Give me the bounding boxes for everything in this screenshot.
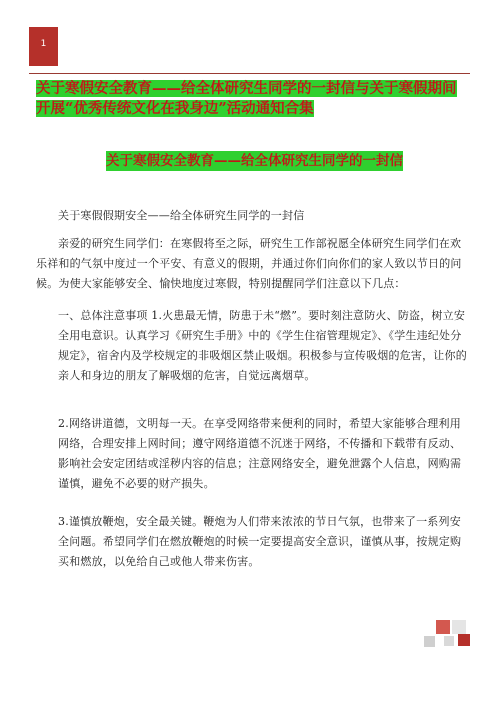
paragraph-fire-safety: 一、总体注意事项 1.火患最无情，防患于未“燃”。要时刻注意防火、防盗，树立安全用电意识。认真学习《研究生手册》中的《学生住宿管理规定》、《学生违纪处分规定》，宿舍内及学校规定的非吸烟区禁止吸烟。积极参与宣传吸烟的危害，让你的亲人和身边的朋友了解吸烟的危害，自觉远离烟草。	[58, 309, 467, 382]
paragraph-network-ethics: 2.网络讲道德，文明每一天。在享受网络带来便利的同时，希望大家能够合理利用网络，合理安排上网时间；遵守网络道德不沉迷于网络，不传播和下载带有反动、影响社会安定团结或淫秽内容的信息；注意网络安全，避免泄露个人信息，网购需谨慎，避免不必要的财产损失。	[58, 417, 462, 490]
deco-square-2	[452, 620, 466, 634]
page-number-badge	[29, 27, 58, 66]
deco-square-1	[436, 620, 450, 634]
paragraph-letter-heading: 关于寒假假期安全——给全体研究生同学的一封信	[58, 209, 305, 222]
section-title: 关于寒假安全教育——给全体研究生同学的一封信	[106, 153, 403, 169]
paragraph-firecracker-safety: 3.谨慎放鞭炮，安全最关键。鞭炮为人们带来浓浓的节日气氛，也带来了一系列安全问题。希望同学们在燃放鞭炮的时候一定要提高安全意识，谨慎从事，按规定购买和燃放，以免给自己或他人带来伤害。	[58, 515, 462, 568]
deco-square-5	[458, 634, 470, 646]
document-title-text: 关于寒假安全教育——给全体研究生同学的一封信与关于寒假期间开展“优秀传统文化在我身边”活动通知合集	[36, 80, 457, 117]
deco-square-4	[444, 636, 454, 646]
paragraph-greeting: 亲爱的研究生同学们：在寒假将至之际，研究生工作部祝愿全体研究生同学们在欢乐祥和的气氛中度过一个平安、有意义的假期，并通过你们向你们的家人致以节日的问候。为使大家能够安全、愉快地度过寒假，特别提醒同学们注意以下几点：	[36, 237, 462, 290]
deco-square-3	[424, 636, 435, 647]
document-title	[36, 79, 466, 119]
header-rule	[29, 73, 470, 74]
page-number: 1	[40, 39, 47, 49]
